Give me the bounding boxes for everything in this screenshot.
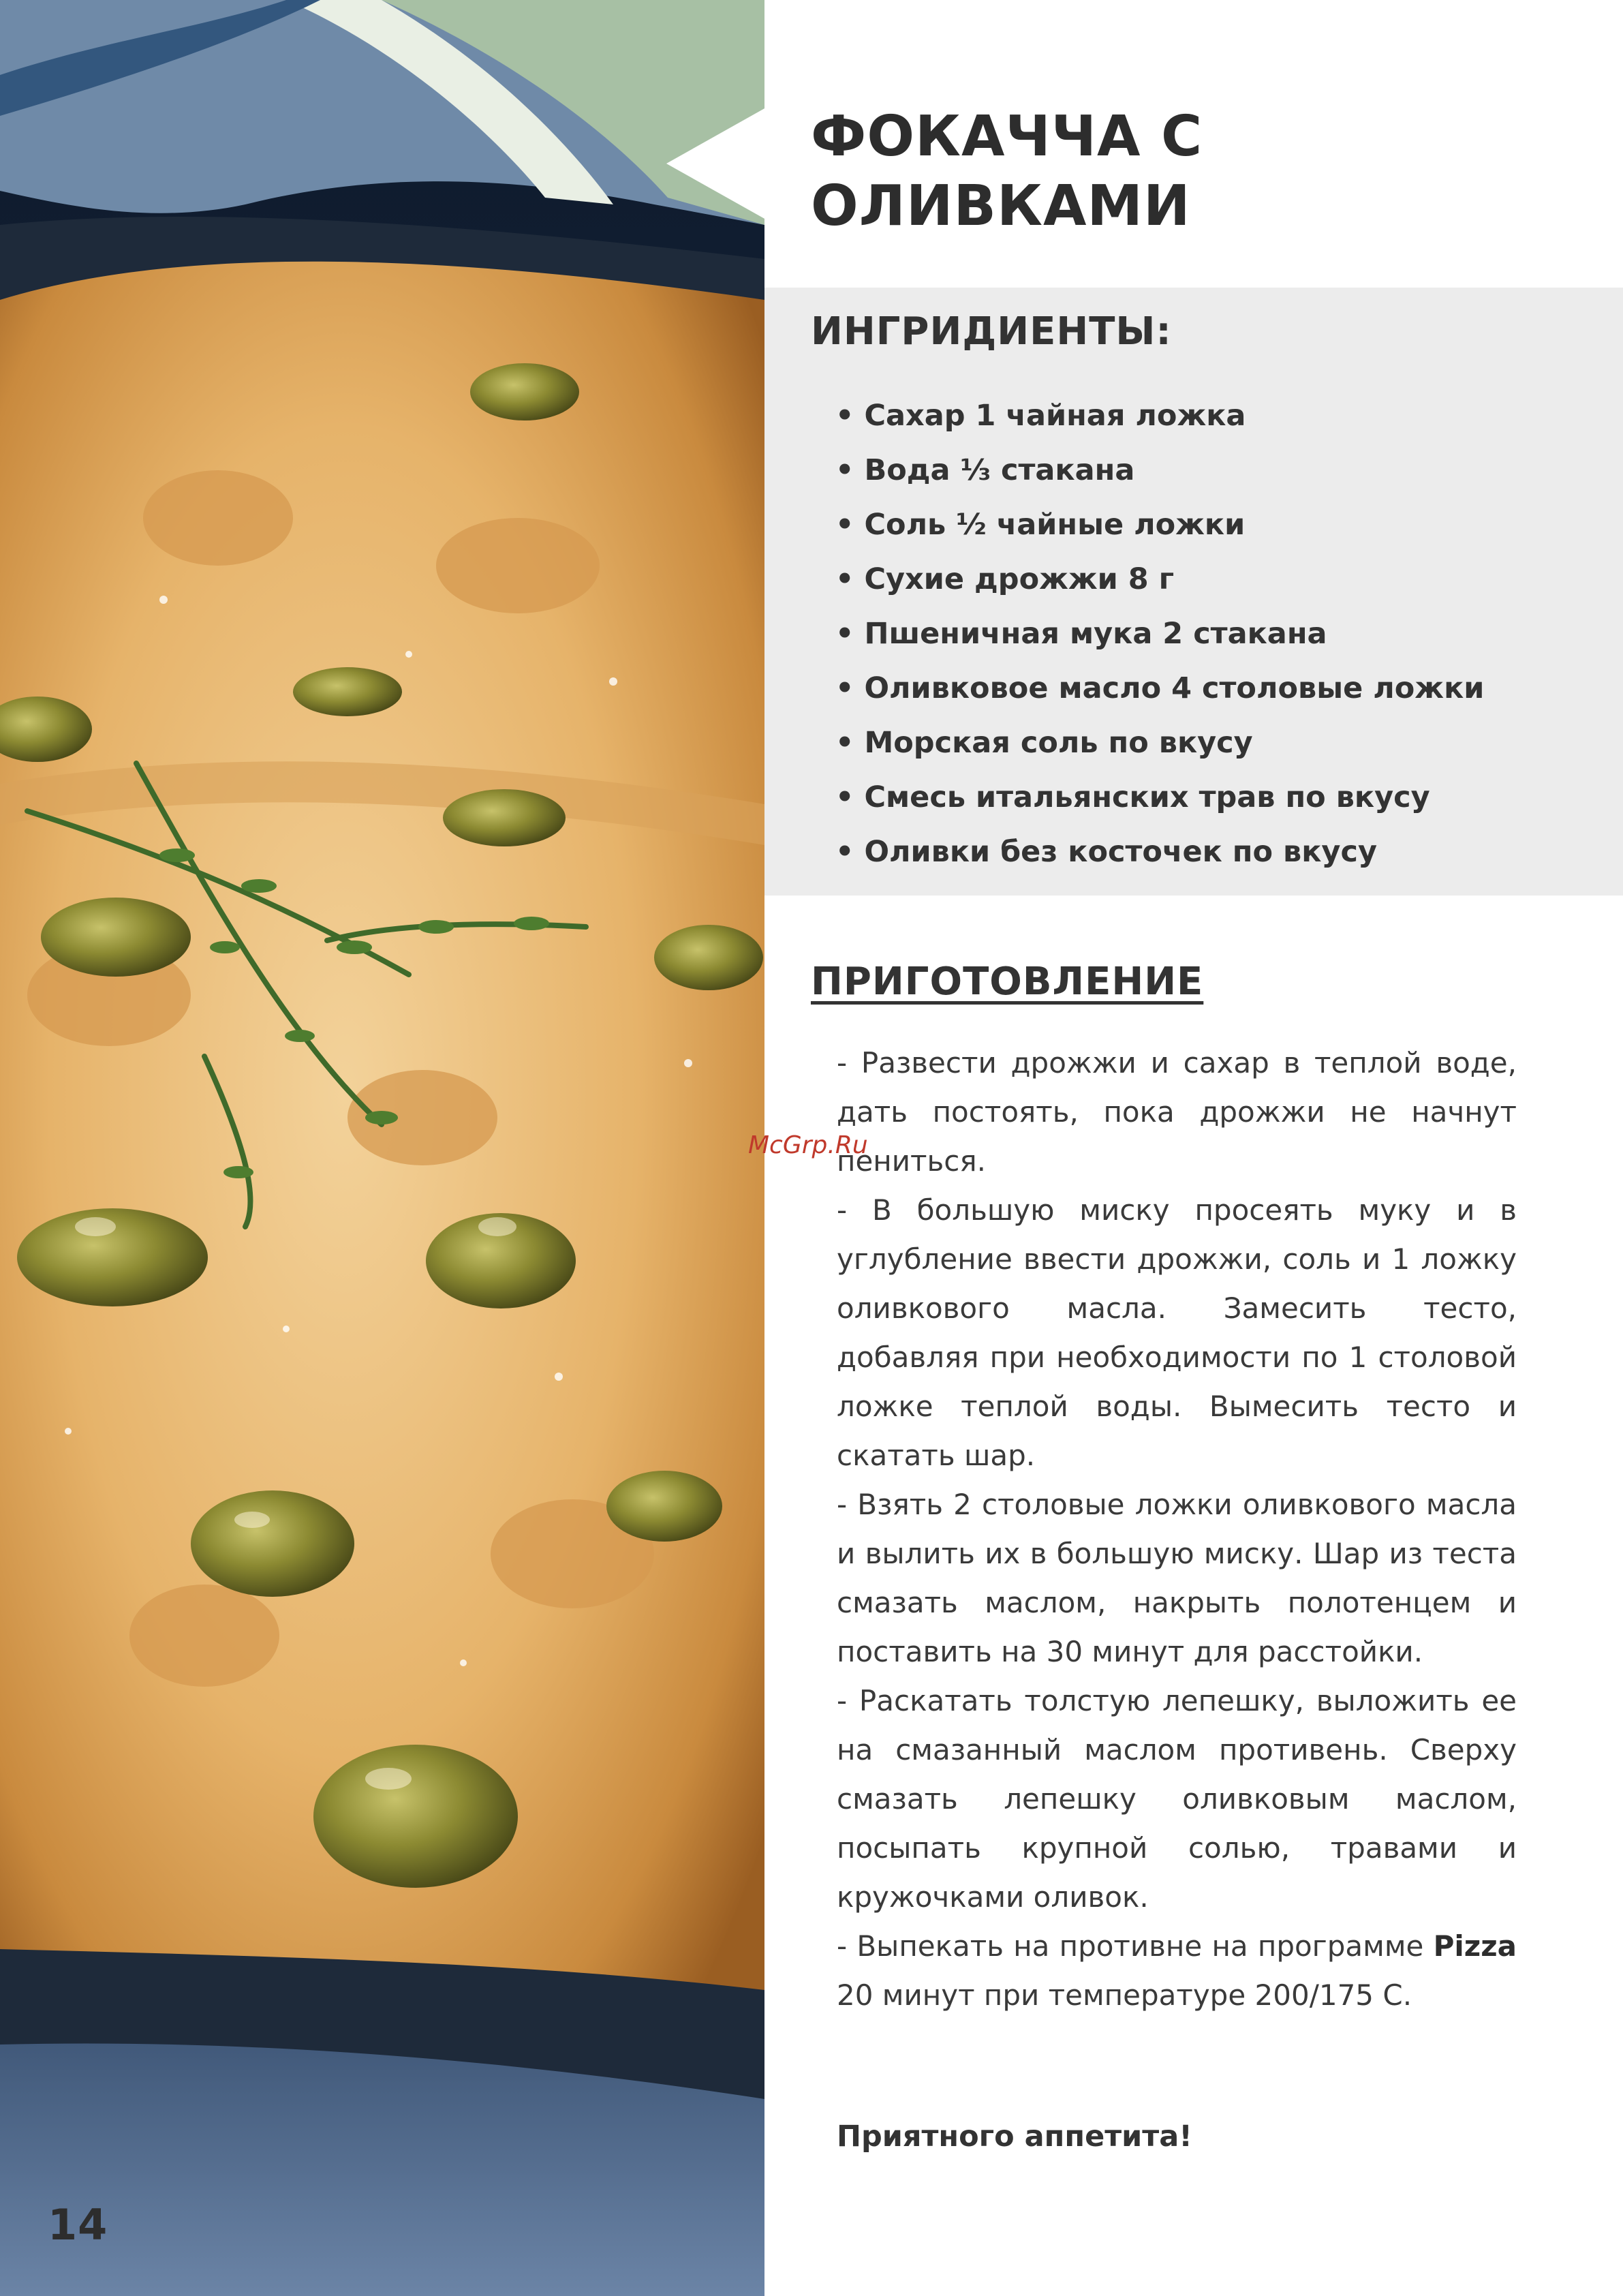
title-pointer-shape (666, 108, 766, 219)
ingredients-section (764, 288, 1623, 896)
ingredient-item: • Пшеничная мука 2 стакана (835, 607, 1484, 661)
recipe-title: ФОКАЧЧА С ОЛИВКАМИ (811, 104, 1203, 239)
preparation-step-final (837, 1922, 1517, 2020)
ingredient-item: • Соль ½ чайные ложки (835, 498, 1484, 552)
ingredient-item: • Вода ⅓ стакана (835, 443, 1484, 498)
preparation-step: - Взять 2 столовые ложки оливкового масла и вылить их в большую миску. Шар из теста смазать маслом, накрыть полотенцем и поставить на 30 минут для расстойки. (837, 1488, 1517, 1668)
ingredient-item: • Сухие дрожжи 8 г (835, 552, 1484, 607)
preparation-heading: ПРИГОТОВЛЕНИЕ (811, 960, 1204, 1004)
program-name: Pizza (1433, 1929, 1517, 1963)
preparation-step: - Раскатать толстую лепешку, выложить ее на смазанный маслом противень. Сверху смазать лепешку оливковым маслом, посыпать крупной солью, травами и кружочками оливок. (837, 1684, 1517, 1914)
preparation-step: - В большую миску просеять муку и в углубление ввести дрожжи, соль и 1 ложку оливкового масла. Замесить тесто, добавляя при необходимости по 1 столовой ложке теплой воды. Вымесить тесто и скатать шар. (837, 1193, 1517, 1472)
ingredient-item: • Сахар 1 чайная ложка (835, 388, 1484, 443)
ingredient-item: • Морская соль по вкусу (835, 716, 1484, 770)
page-number: 14 (48, 2200, 108, 2250)
preparation-steps (837, 1039, 1517, 2020)
watermark-text: McGrp.Ru (748, 1131, 868, 1159)
focaccia-photo (0, 0, 764, 2296)
ingredient-item: • Оливковое масло 4 столовые ложки (835, 661, 1484, 716)
ingredients-heading: ИНГРИДИЕНТЫ: (811, 309, 1172, 354)
step-text: - Выпекать на противне на программе (837, 1929, 1434, 1963)
step-text: 20 минут при температуре 200/175 С. (837, 1978, 1412, 2012)
ingredient-item: • Оливки без косточек по вкусу (835, 825, 1484, 879)
ingredient-item: • Смесь итальянских трав по вкусу (835, 770, 1484, 825)
closing-text: Приятного аппетита! (837, 2119, 1192, 2154)
preparation-step: - Развести дрожжи и сахар в теплой воде, дать постоять, пока дрожжи не начнут пениться. (837, 1046, 1517, 1178)
focaccia-illustration (0, 0, 764, 2296)
ingredients-list (835, 388, 1484, 879)
